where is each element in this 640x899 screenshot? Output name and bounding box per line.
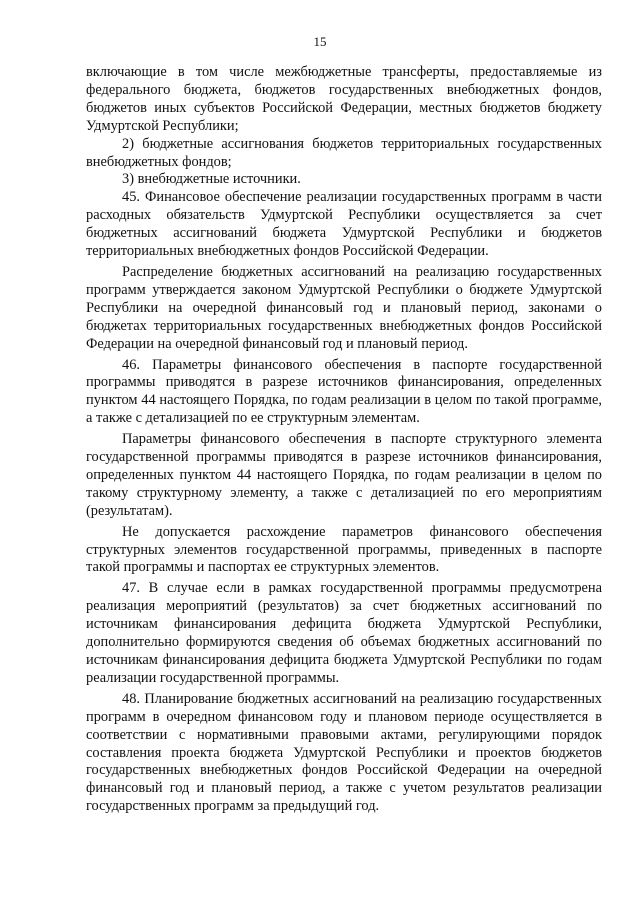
paragraph-continuation: включающие в том числе межбюджетные трансферты, предоставляемые из федерального бюджета, бюджетов государственных внебюджетных фондов, бюджетов иных субъектов Российской Федерации, местных бюджетов бюджету Удмуртской Республики;	[86, 64, 602, 134]
paragraph-46-structural: Параметры финансового обеспечения в паспорте структурного элемента государственной программы приводятся в разрезе источников финансирования, определенных пунктом 44 настоящего Порядка, по годам реализации в целом по такому структурному элементу, а также с детализацией по его мероприятиям (результатам).	[86, 431, 602, 519]
paragraph-item-3: 3) внебюджетные источники.	[122, 171, 301, 188]
paragraph-45: 45. Финансовое обеспечение реализации государственных программ в части расходных обязательств Удмуртской Республики осуществляется за счет бюджетных ассигнований бюджета Удмуртской Республики и бюджетов территориальных внебюджетных фондов Российской Федерации.	[86, 189, 602, 260]
paragraph-distribution: Распределение бюджетных ассигнований на реализацию государственных программ утверждается законом Удмуртской Республики о бюджете Удмуртской Республики на очередной финансовый год и плановый период, законами о бюджетах территориальных государственных внебюджетных фондов Российской Федерации на очередной финансовый год и плановый период.	[86, 263, 602, 352]
document-body	[86, 64, 602, 816]
page-number: 15	[313, 34, 327, 49]
paragraph-47: 47. В случае если в рамках государственной программы предусмотрена реализация мероприятий (результатов) за счет бюджетных ассигнований по источникам финансирования дефицита бюджета Удмуртской Республики, дополнительно формируются сведения об объемах бюджетных ассигнований по источникам финансирования дефицита бюджета Удмуртской Республики по годам реализации государственной программы.	[86, 580, 602, 686]
paragraph-item-2: 2) бюджетные ассигнования бюджетов территориальных государственных внебюджетных фондов;	[86, 135, 602, 170]
paragraph-48: 48. Планирование бюджетных ассигнований на реализацию государственных программ в очередном финансовом году и плановом периоде осуществляется в соответствии с нормативными правовыми актами, регулирующими порядок составления проекта бюджета Удмуртской Республики и проектов бюджетов государственных внебюджетных фондов Российской Федерации на очередной финансовый год и плановый период, а также с учетом результатов реализации государственных программ за предыдущий год.	[86, 690, 602, 815]
paragraph-46-discrepancy: Не допускается расхождение параметров финансового обеспечения структурных элементов государственной программы, приведенных в паспорте такой программы и паспортах ее структурных элементов.	[86, 523, 602, 576]
paragraph-46: 46. Параметры финансового обеспечения в паспорте государственной программы приводятся в разрезе источников финансирования, определенных пунктом 44 настоящего Порядка, по годам реализации в целом по такой программе, а также с детализацией по ее структурным элементам.	[86, 356, 602, 427]
